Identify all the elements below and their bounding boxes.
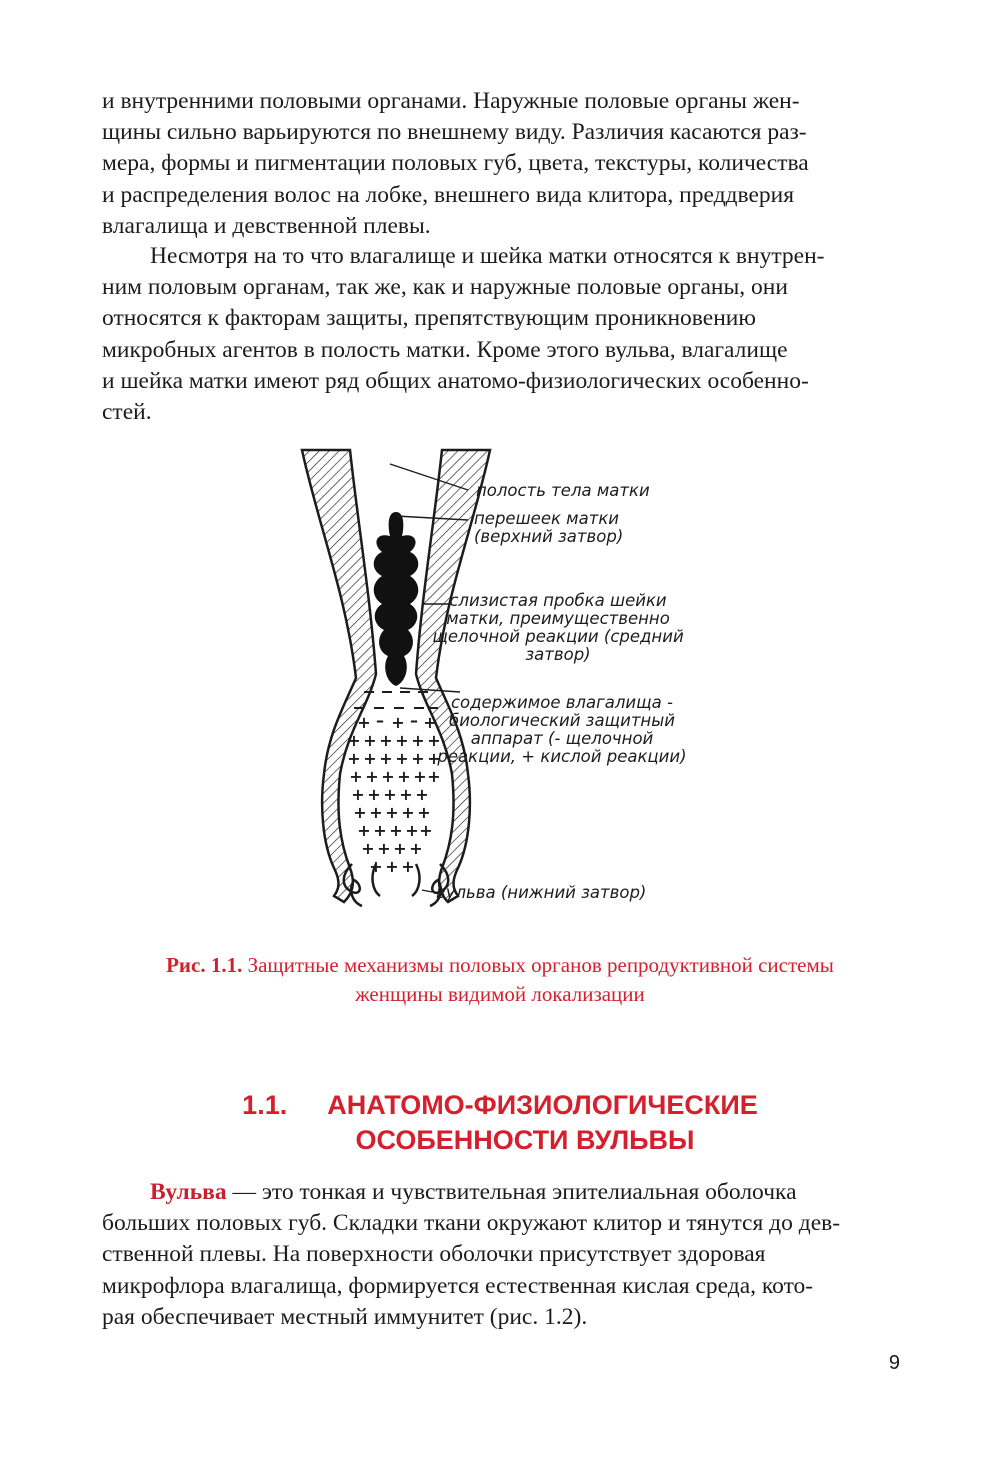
heading-line: ОСОБЕННОСТИ ВУЛЬВЫ [355,1125,695,1155]
section-number: 1.1. [242,1090,288,1120]
svg-text:+: + [393,839,407,858]
svg-text:+: + [405,821,419,840]
caption-text: Защитные механизмы половых органов репродуктивной системы [247,953,834,977]
svg-text:+: + [391,713,405,732]
svg-text:+: + [357,821,371,840]
svg-text:+: + [397,767,411,786]
label-isthmus: перешеек матки [474,509,620,528]
defined-term: Вульва [150,1179,227,1205]
acidic-marks [347,711,440,876]
svg-text:+: + [357,713,371,732]
page-number: 9 [888,1352,900,1374]
text-run: — это тонкая и чувствительная эпителиальная оболочка [226,1179,797,1205]
svg-text:+: + [347,749,361,768]
svg-text:+: + [427,749,441,768]
text-line: относятся к факторам защиты, препятствующим проникновению [102,305,756,332]
svg-text:+: + [389,821,403,840]
svg-text:–: – [376,711,384,730]
anatomy-diagram [296,444,716,922]
label-vaginal-contents: биологический защитный [449,711,675,730]
text-line: ственной плевы. На поверхности оболочки присутствует здоровая [102,1241,766,1268]
svg-text:+: + [417,803,431,822]
svg-text:+: + [349,767,363,786]
paragraph-3 [102,1177,899,1333]
svg-text:+: + [409,839,423,858]
svg-text:+: + [379,731,393,750]
svg-text:+: + [361,839,375,858]
text-line: рая обеспечивает местный иммунитет (рис. 1.2). [102,1303,588,1330]
svg-text:+: + [379,749,393,768]
svg-text:+: + [383,785,397,804]
svg-text:+: + [351,785,365,804]
svg-text:+: + [413,767,427,786]
svg-text:+: + [347,731,361,750]
text-line: микробных агентов в полость матки. Кроме этого вульва, влагалище [102,336,788,363]
section-title: АНАТОМО-ФИЗИОЛОГИЧЕСКИЕ [327,1090,758,1120]
svg-text:+: + [411,749,425,768]
svg-text:+: + [365,767,379,786]
label-vaginal-contents: содержимое влагалища - [450,693,674,712]
caption-line [100,951,900,980]
svg-text:+: + [427,767,441,786]
text-line: Несмотря на то что влагалище и шейка матки относятся к внутрен- [150,243,825,269]
text-line: и распределения волос на лобке, внешнего вида клитора, преддверия [102,181,795,208]
figure-1-1 [296,444,716,922]
text-line: ним половым органам, так же, как и наружные половые органы, они [102,274,788,301]
label-vaginal-contents: реакции, + кислой реакции) [437,747,687,766]
label-mucous-plug: щелочной реакции (средний [432,627,684,646]
svg-text:+: + [381,767,395,786]
svg-text:+: + [377,839,391,858]
label-vaginal-contents: аппарат (- щелочной [470,729,654,748]
text-line [102,1177,899,1208]
text-line: стей. [102,399,152,426]
svg-text:+: + [395,731,409,750]
label-vulva: вульва (нижний затвор) [436,883,647,902]
svg-text:+: + [353,803,367,822]
svg-text:+: + [385,857,399,876]
svg-text:+: + [369,803,383,822]
svg-text:+: + [427,731,441,750]
svg-text:+: + [385,803,399,822]
label-isthmus-sub: (верхний затвор) [474,527,624,546]
svg-text:+: + [363,749,377,768]
svg-text:+: + [395,749,409,768]
text-line: влагалища и девственной плевы. [102,212,431,239]
text-line: и шейка матки имеют ряд общих анатомо-физиологических особенно- [102,367,809,394]
svg-text:+: + [399,785,413,804]
section-heading [100,1088,900,1158]
svg-text:+: + [367,785,381,804]
svg-text:+: + [401,803,415,822]
svg-text:+: + [363,731,377,750]
svg-text:+: + [411,731,425,750]
label-mucous-plug: матки, преимущественно [446,609,670,628]
text-line: больших половых губ. Складки ткани окружают клитор и тянутся до дев- [102,1210,841,1237]
caption-label: Рис. 1.1. [166,953,243,977]
caption-line: женщины видимой локализации [355,982,645,1006]
paragraph-1 [102,86,899,242]
svg-text:+: + [401,857,415,876]
svg-text:+: + [419,821,433,840]
text-line: щины сильно варьируются по внешнему виду. Различия касаются раз- [102,119,807,146]
text-line: микрофлора влагалища, формируется естественная кислая среда, кото- [102,1272,814,1299]
label-mucous-plug: затвор) [525,645,591,664]
svg-text:+: + [423,713,437,732]
mucous-plug [374,512,419,686]
text-line: мера, формы и пигментации половых губ, цвета, текстуры, количества [102,150,809,177]
text-line: и внутренними половыми органами. Наружные половые органы жен- [102,88,800,114]
label-uterine-cavity: полость тела матки [476,481,650,500]
svg-text:+: + [369,857,383,876]
label-mucous-plug: слизистая пробка шейки [449,591,667,610]
figure-caption [100,951,900,1009]
svg-text:+: + [373,821,387,840]
heading-line [100,1088,900,1123]
paragraph-2 [102,241,899,428]
svg-text:+: + [415,785,429,804]
svg-text:–: – [410,711,418,730]
